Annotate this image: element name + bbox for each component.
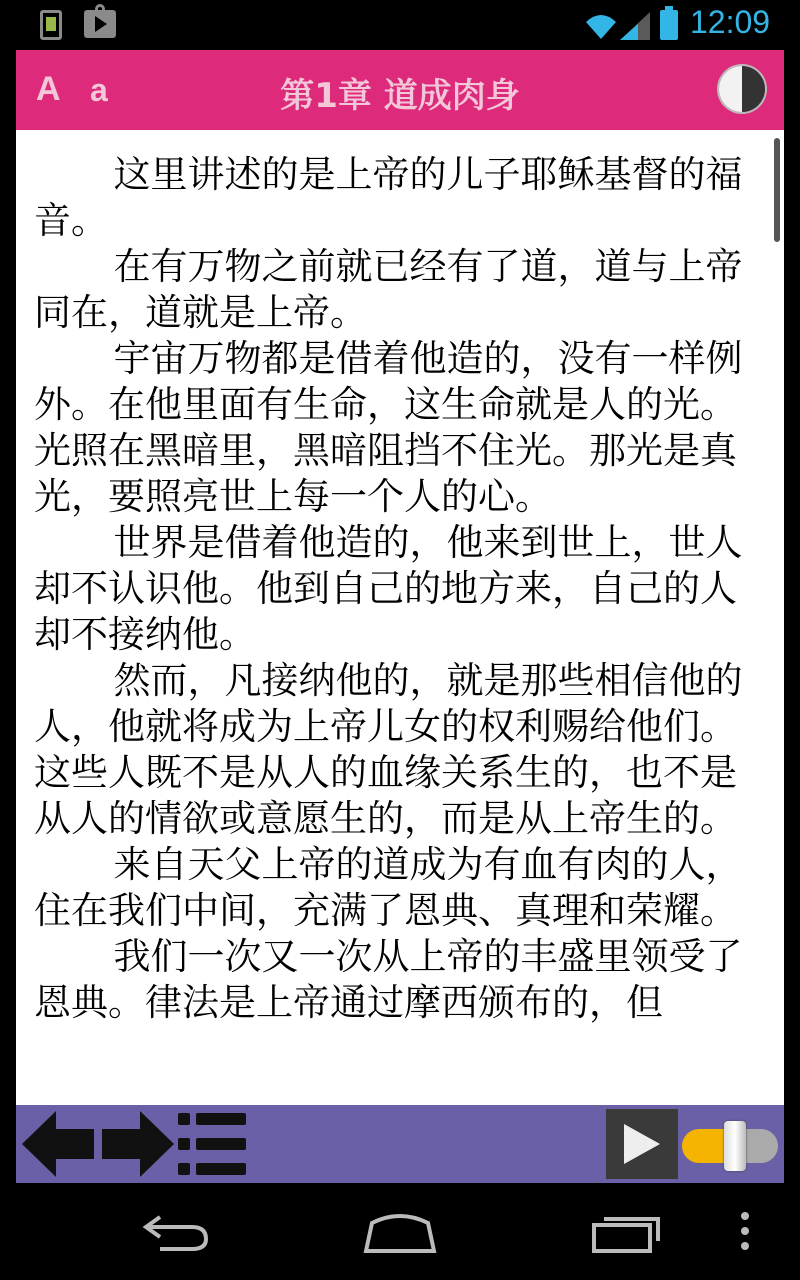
wifi-icon [584,12,618,40]
paragraph: 然而，凡接纳他的，就是那些相信他的人，他就将成为上帝儿女的权利赐给他们。这些人既不是从人的血缘关系生的，也不是从人的情欲或意愿生的，而是从上帝生的。 [34,659,743,840]
paragraph: 我们一次又一次从上帝的丰盛里领受了恩典。律法是上帝通过摩西颁布的，但 [34,935,743,1024]
overflow-menu-icon[interactable] [738,1211,752,1251]
toggle-knob[interactable] [724,1121,746,1171]
play-button[interactable] [606,1109,678,1179]
signal-icon [618,12,652,40]
font-decrease-button[interactable]: a [90,72,108,108]
paragraph: 这里讲述的是上帝的儿子耶稣基督的福音。 [34,153,743,242]
list-icon[interactable] [176,1111,248,1177]
font-increase-button[interactable]: A [36,70,61,108]
back-icon[interactable] [140,1211,210,1251]
paragraph: 来自天父上帝的道成为有血有肉的人，住在我们中间，充满了恩典、真理和荣耀。 [34,843,743,932]
day-night-toggle-icon[interactable] [719,66,765,112]
status-bar [0,0,800,50]
system-nav-bar [0,1183,800,1280]
chapter-title: 第1章 道成肉身 [280,76,520,116]
battery-icon [660,10,678,40]
status-time: 12:09 [690,4,771,40]
home-icon[interactable] [362,1211,438,1255]
recent-apps-icon[interactable] [590,1211,662,1253]
app-header [16,50,784,130]
paragraph: 世界是借着他造的，他来到世上，世人却不认识他。他到自己的地方来，自己的人却不接纳他。 [34,521,743,656]
bottom-toolbar [16,1105,784,1183]
arrow-right-icon[interactable] [100,1109,176,1179]
arrow-left-icon[interactable] [20,1109,96,1179]
play-store-icon [84,10,116,38]
phone-icon [40,10,62,40]
chapter-text [34,152,754,1026]
scrollbar[interactable] [774,138,780,242]
paragraph: 在有万物之前就已经有了道，道与上帝同在，道就是上帝。 [34,245,743,334]
paragraph: 宇宙万物都是借着他造的，没有一样例外。在他里面有生命，这生命就是人的光。光照在黑暗里，黑暗阻挡不住光。那光是真光，要照亮世上每一个人的心。 [34,337,743,518]
reading-pane[interactable] [16,130,784,1105]
toggle-switch-icon[interactable] [680,1121,780,1171]
